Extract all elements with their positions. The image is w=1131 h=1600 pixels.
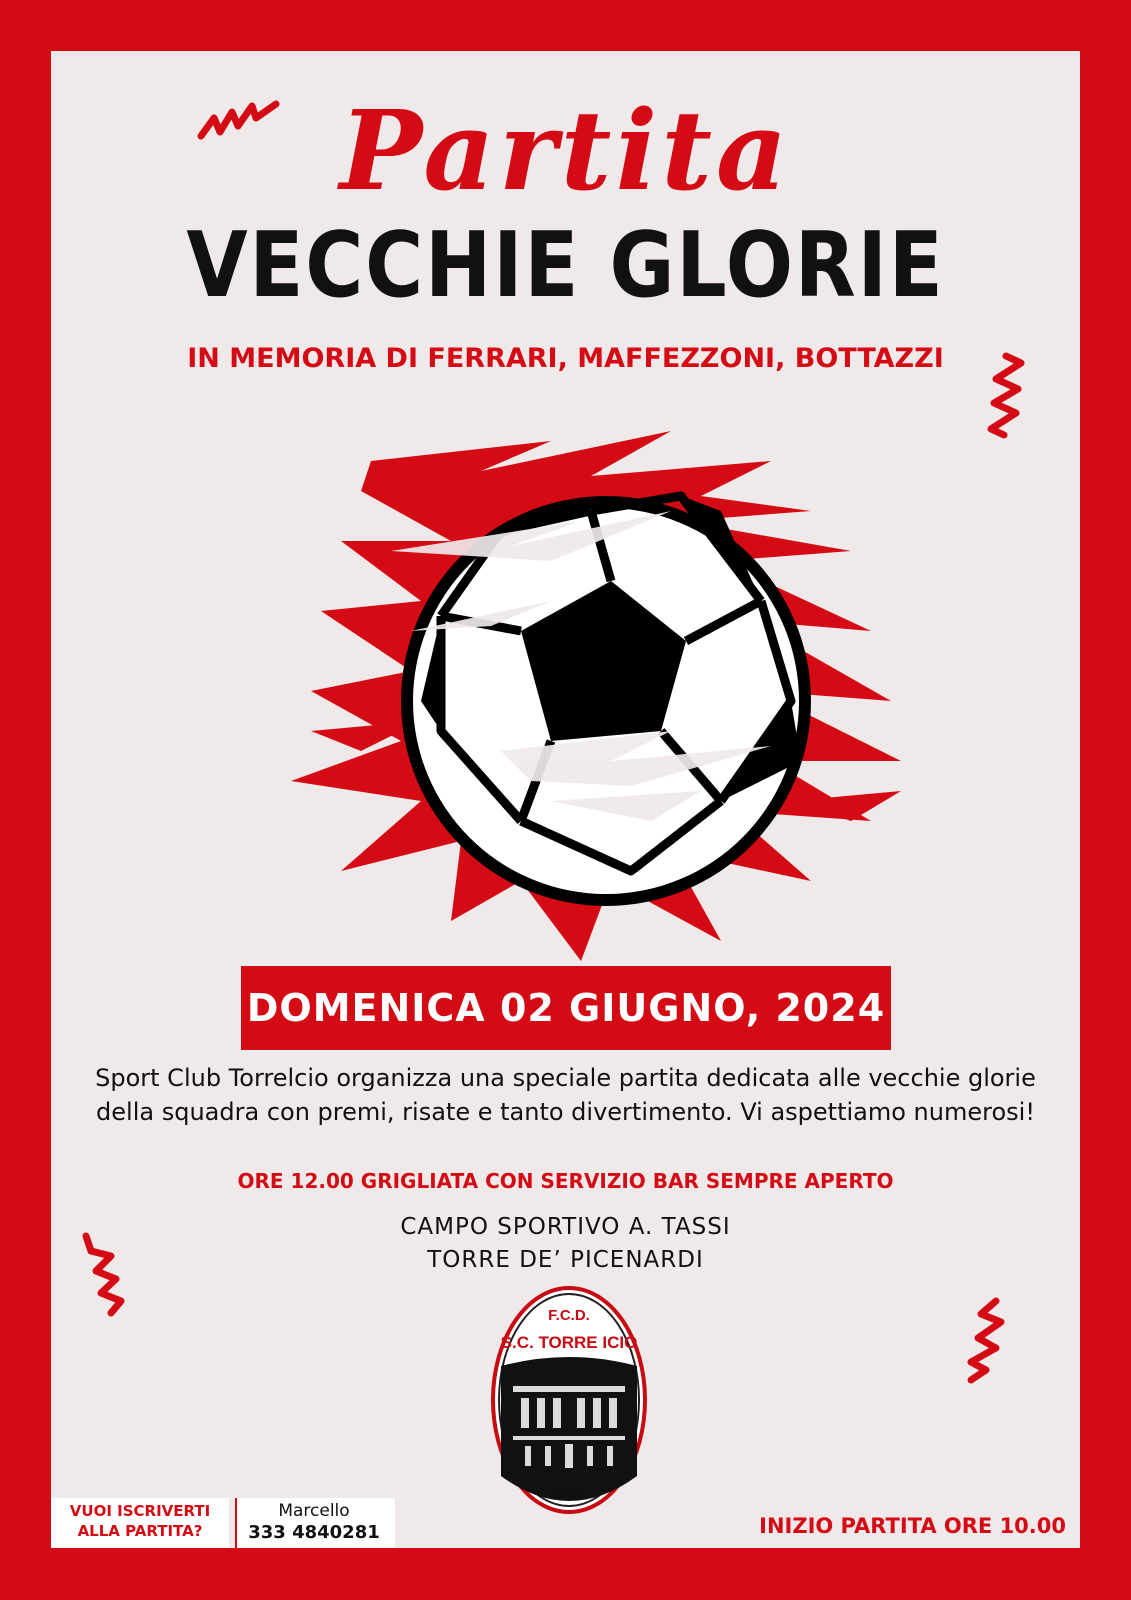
squiggle-decoration [956,1296,1016,1386]
poster-panel [51,51,1080,1548]
signup-question-line2: ALLA PARTITA? [77,1522,203,1540]
main-title: VECCHIE GLORIE [186,213,945,318]
signup-question [51,1501,229,1541]
logo-top-text: F.C.D. [548,1307,590,1324]
signup-question-line1: VUOI ISCRIVERTI [69,1502,211,1520]
contact-phone[interactable]: 333 4840281 [248,1522,380,1543]
kickoff-time: INIZIO PARTITA ORE 10.00 [759,1514,1066,1538]
venue-name: CAMPO SPORTIVO A. TASSI [400,1214,731,1240]
date-banner: DOMENICA 02 GIUGNO, 2024 [241,966,891,1050]
venue-town: TORRE DE’ PICENARDI [427,1247,704,1273]
soccer-ball-icon [251,401,951,1001]
script-title: Partita [339,86,792,215]
logo-year: 2017 [554,1485,584,1500]
venue [51,1211,1080,1277]
contact-name: Marcello [278,1501,350,1521]
event-description: Sport Club Torrelcio organizza una speciale partita dedicata alle vecchie glorie della squadra con premi, risate e tanto divertimento. Vi aspettiamo numerosi! [95,1064,1036,1126]
club-crest-logo [491,1286,647,1514]
memorial-subtitle: IN MEMORIA DI FERRARI, MAFFEZZONI, BOTTAZZI [187,343,944,374]
grill-notice: ORE 12.00 GRIGLIATA CON SERVIZIO BAR SEMPRE APERTO [237,1169,894,1193]
logo-club-name: S.C. TORRE ICIO [500,1333,638,1352]
